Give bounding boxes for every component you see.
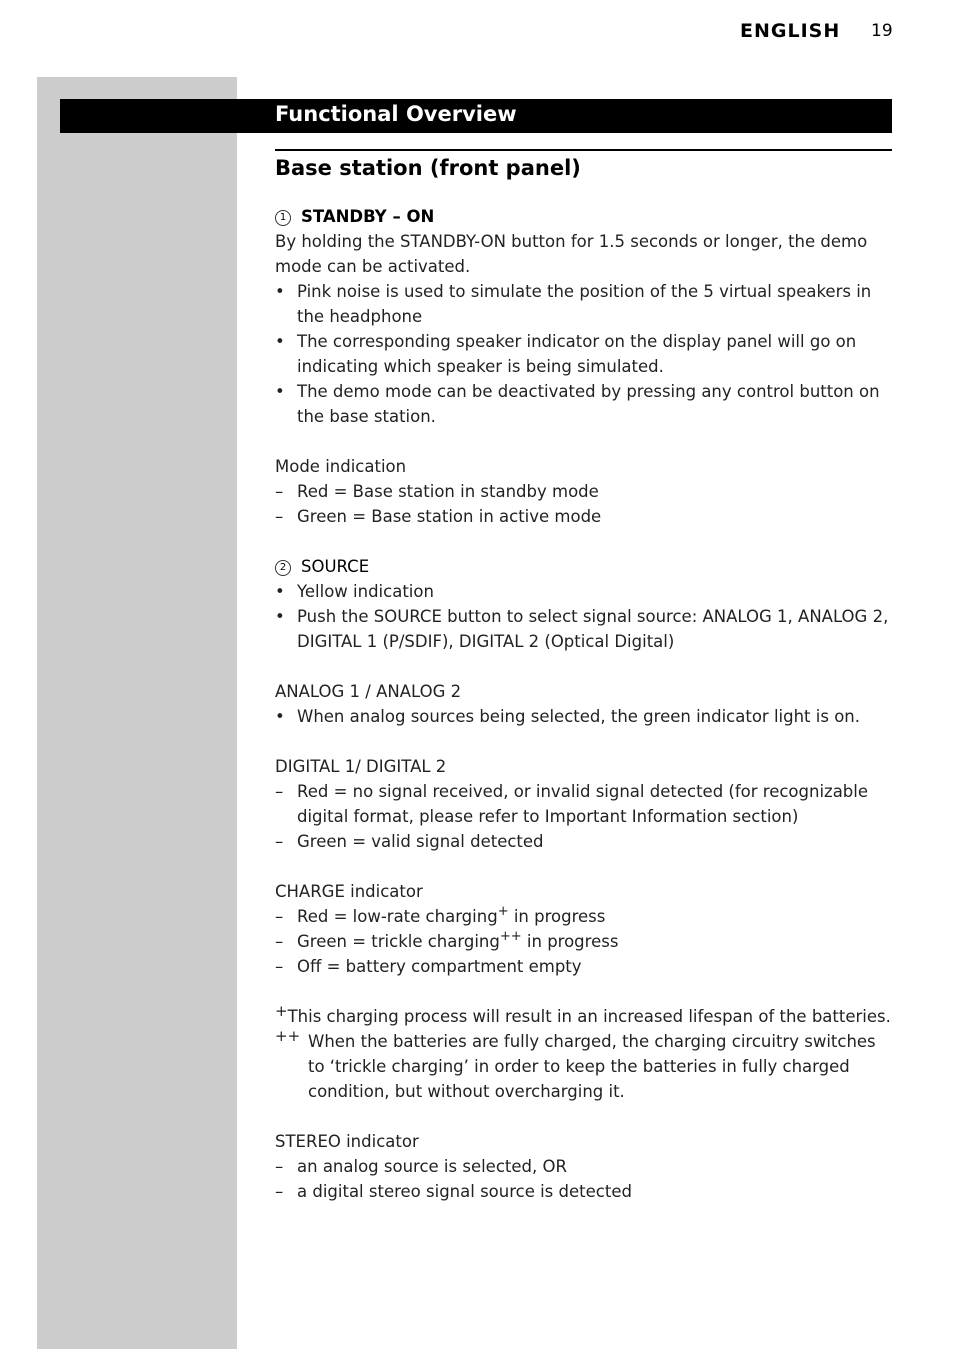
list-item: – an analog source is selected, OR (275, 1157, 567, 1176)
list-item: • Push the SOURCE button to select signal source: ANALOG 1, ANALOG 2, DIGITAL 1 (P/SDIF), DIGITAL 2 (Optical Digital) (275, 607, 889, 651)
subsection-title: Base station (front panel) (275, 156, 581, 180)
standby-intro: By holding the STANDBY-ON button for 1.5 seconds or longer, the demo mode can be activated. (275, 232, 868, 276)
standby-heading: 1 STANDBY – ON (275, 204, 892, 229)
list-item: – Off = battery compartment empty (275, 957, 582, 976)
digital-heading: DIGITAL 1/ DIGITAL 2 (275, 757, 447, 776)
stereo-section (275, 1129, 892, 1204)
list-item: – Green = valid signal detected (275, 832, 544, 851)
standby-section (275, 204, 892, 429)
footnote-1: +This charging process will result in an increased lifespan of the batteries. (275, 1002, 891, 1026)
content-column (275, 151, 892, 1204)
standby-bullets (275, 279, 892, 429)
stereo-heading: STEREO indicator (275, 1132, 419, 1151)
charge-section (275, 879, 892, 979)
analog-section (275, 679, 892, 729)
page-number: 19 (871, 21, 893, 41)
list-item: • Yellow indication (275, 582, 434, 601)
list-item: – Red = Base station in standby mode (275, 482, 599, 501)
list-item: • Pink noise is used to simulate the position of the 5 virtual speakers in the headphone (275, 282, 872, 326)
analog-heading: ANALOG 1 / ANALOG 2 (275, 682, 462, 701)
list-item: – a digital stereo signal source is detected (275, 1182, 632, 1201)
footnotes (275, 1004, 892, 1104)
header-language: ENGLISH (740, 20, 841, 42)
number-2-icon: 2 (275, 560, 291, 576)
digital-section (275, 754, 892, 854)
source-heading: 2 SOURCE (275, 554, 892, 579)
list-item: – Green = trickle charging++ in progress (275, 929, 619, 951)
sidebar-gray-band (37, 77, 237, 1349)
mode-indication-section (275, 454, 892, 529)
section-title: Functional Overview (275, 102, 517, 126)
list-item: • The demo mode can be deactivated by pressing any control button on the base station. (275, 382, 880, 426)
charge-heading: CHARGE indicator (275, 882, 423, 901)
list-item: – Green = Base station in active mode (275, 507, 602, 526)
list-item: – Red = low-rate charging+ in progress (275, 904, 606, 926)
list-item: • The corresponding speaker indicator on the display panel will go on indicating which speaker is being simulated. (275, 332, 857, 376)
source-section (275, 554, 892, 654)
mode-indication-heading: Mode indication (275, 457, 407, 476)
number-1-icon: 1 (275, 210, 291, 226)
list-item: • When analog sources being selected, the green indicator light is on. (275, 707, 860, 726)
footnote-2: ++ When the batteries are fully charged, the charging circuitry switches to ‘trickle charging’ in order to keep the batteries in fully charged condition, but without overcharging it. (275, 1027, 876, 1101)
list-item: – Red = no signal received, or invalid signal detected (for recognizable digital format, please refer to Important Information section) (275, 782, 869, 826)
